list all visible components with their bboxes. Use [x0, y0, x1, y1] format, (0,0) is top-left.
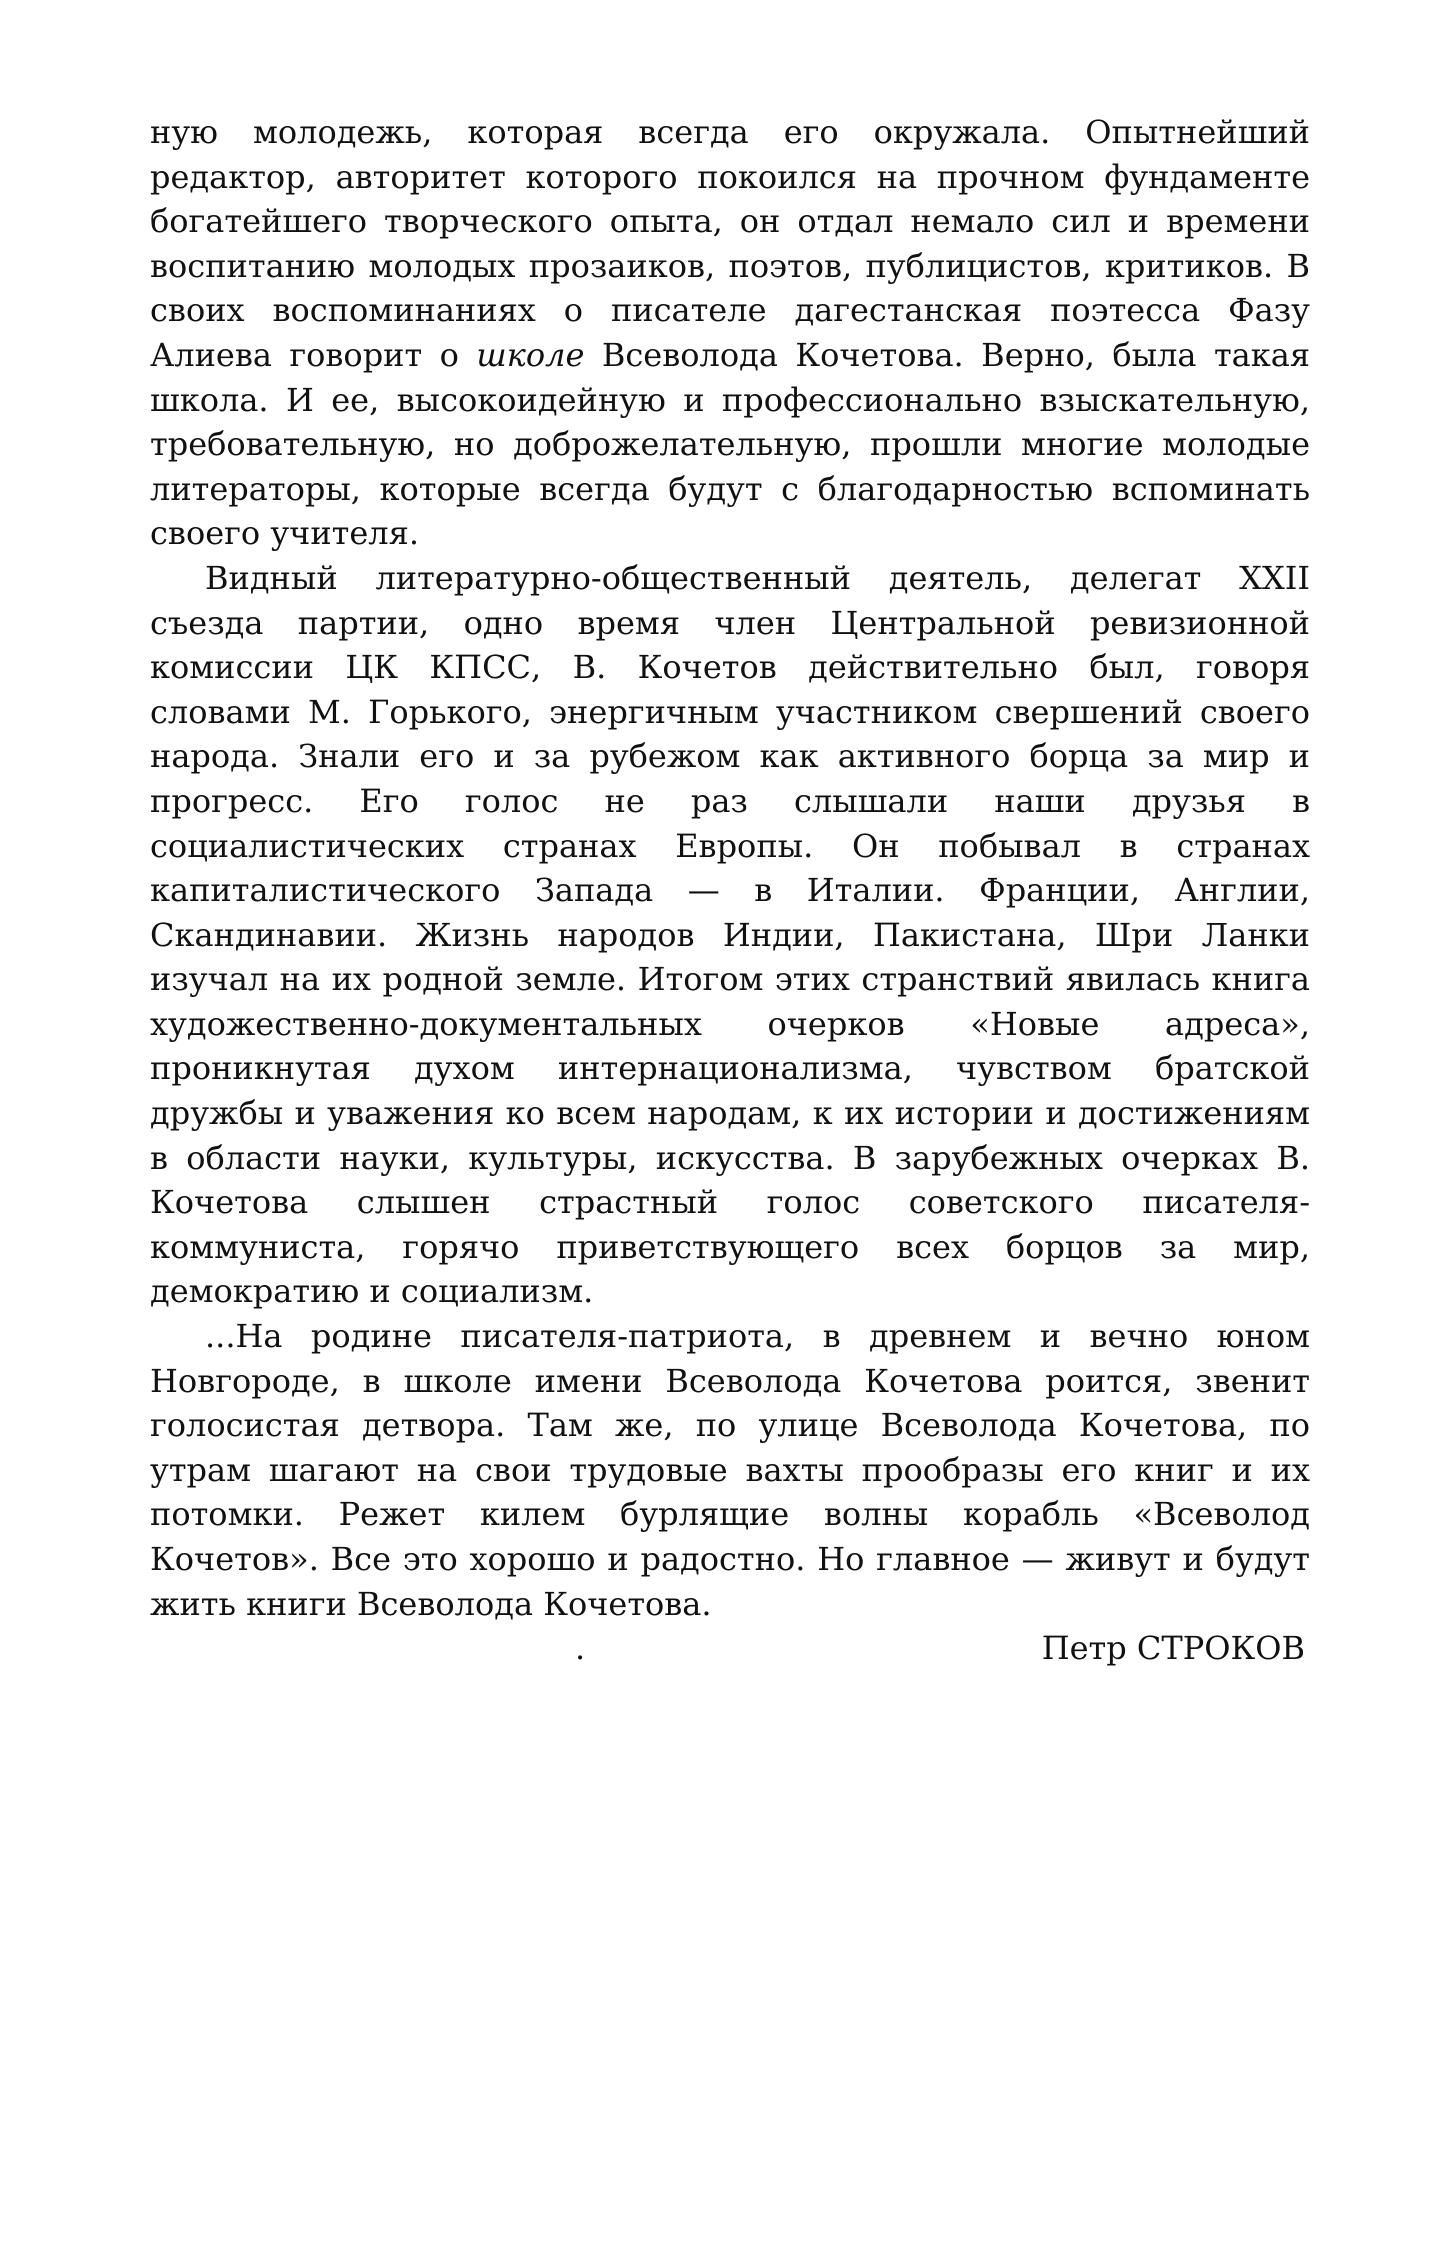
paragraph-1	[150, 110, 1310, 556]
paragraph-1-text-start: ную молодежь, которая всегда его окружала. Опытнейший редактор, авторитет которого покоился на прочном фундаменте богатейшего творческого опыта, он отдал немало сил и времени воспитанию молодых прозаиков, поэтов, публицистов, критиков. В своих воспоминаниях о писателе дагестанская поэтесса Фазу Алиева говорит о	[150, 113, 1310, 374]
author-signature	[150, 1626, 1310, 1671]
paragraph-2: Видный литературно-общественный деятель, делегат XXII съезда партии, одно время член Центральной ревизионной комиссии ЦК КПСС, В. Кочетов действительно был, говоря словами М. Горького, энергичным участником свершений своего народа. Знали его и за рубежом как активного борца за мир и прогресс. Его голос не раз слышали наши друзья в социалистических странах Европы. Он побывал в странах капиталистического Запада — в Италии. Франции, Англии, Скандинавии. Жизнь народов Индии, Пакистана, Шри Ланки изучал на их родной земле. Итогом этих странствий явилась книга художественно-документальных очерков «Новые адреса», проникнутая духом интернационализма, чувством братской дружбы и уважения ко всем народам, к их истории и достижениям в области науки, культуры, искусства. В зарубежных очерках В. Кочетова слышен страстный голос советского писателя-коммуниста, горячо приветствующего всех борцов за мир, демократию и социализм.	[150, 558, 1310, 1311]
document-page	[150, 110, 1310, 1671]
paragraph-1-text-end: Всеволода Кочетова. Верно, была такая школа. И ее, высокоидейную и профессионально взыскательную, требовательную, но доброжелательную, прошли многие молодые литераторы, которые всегда будут с благодарностью вспоминать своего учителя.	[150, 335, 1311, 553]
paragraph-1-emphasis: школе	[476, 335, 585, 374]
stray-mark: .	[575, 1629, 586, 1668]
paragraph-3: ...На родине писателя-патриота, в древнем и вечно юном Новгороде, в школе имени Всеволода Кочетова роится, звенит голосистая детвора. Там же, по улице Всеволода Кочетова, по утрам шагают на свои трудовые вахты прообразы его книг и их потомки. Режет килем бурлящие волны корабль «Всеволод Кочетов». Все это хорошо и радостно. Но главное — живут и будут жить книги Всеволода Кочетова.	[150, 1317, 1310, 1623]
author-name: Петр СТРОКОВ	[1041, 1629, 1305, 1668]
